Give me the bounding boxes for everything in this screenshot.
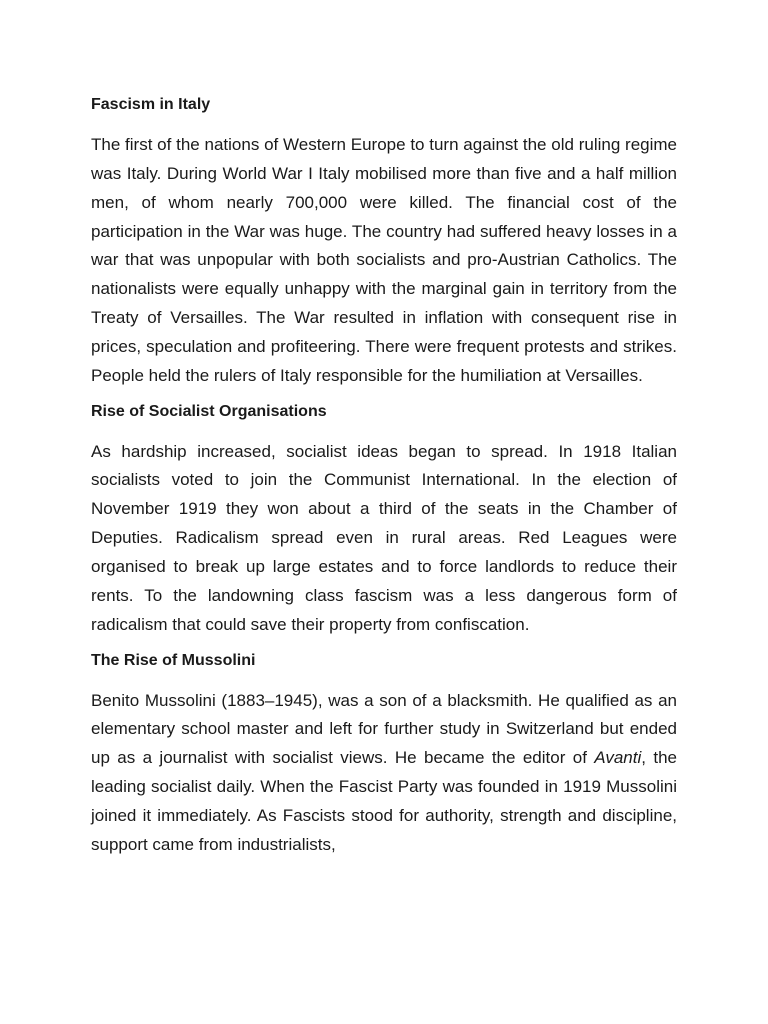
section-heading-rise-of-socialist-organisations: Rise of Socialist Organisations xyxy=(91,402,327,420)
paragraph-fascism-in-italy: The first of the nations of Western Europe to turn against the old ruling regime was Italy. During World War I Italy mobilised more than five and a half million men, of whom nearly 700,000 were killed. The financial cost of the participation in the War was huge. The country had suffered heavy losses in a war that was unpopular with both socialists and pro-Austrian Catholics. The nationalists were equally unhappy with the marginal gain in territory from the Treaty of Versailles. The War resulted in inflation with consequent rise in prices, speculation and profiteering. There were frequent protests and strikes. People held the rulers of Italy responsible for the humiliation at Versailles. xyxy=(91,135,677,385)
section-heading-fascism-in-italy: Fascism in Italy xyxy=(91,96,211,113)
paragraph-text-before: Benito Mussolini (1883–1945), was a son of a blacksmith. He qualified as an elementary school master and left for further study in Switzerland but ended up as a journalist with socialist views. He became the editor of xyxy=(91,690,677,768)
paragraph-text-after: , the leading socialist daily. When the Fascist Party was founded in 1919 Mussolini joined it immediately. As Fascists stood for authority, strength and discipline, support came from industrialists, xyxy=(91,748,677,854)
newspaper-title-avanti: Avanti xyxy=(594,748,642,768)
section-heading-rise-of-mussolini: The Rise of Mussolini xyxy=(91,651,256,669)
paragraph-rise-of-mussolini xyxy=(91,687,677,860)
paragraph-rise-of-socialist-organisations: As hardship increased, socialist ideas began to spread. In 1918 Italian socialists voted to join the Communist International. In the election of November 1919 they won about a third of the seats in the Chamber of Deputies. Radicalism spread even in rural areas. Red Leagues were organised to break up large estates and to force landlords to reduce their rents. To the landowning class fascism was a less dangerous form of radicalism that could save their property from confiscation. xyxy=(91,441,677,634)
document-page xyxy=(91,84,677,868)
